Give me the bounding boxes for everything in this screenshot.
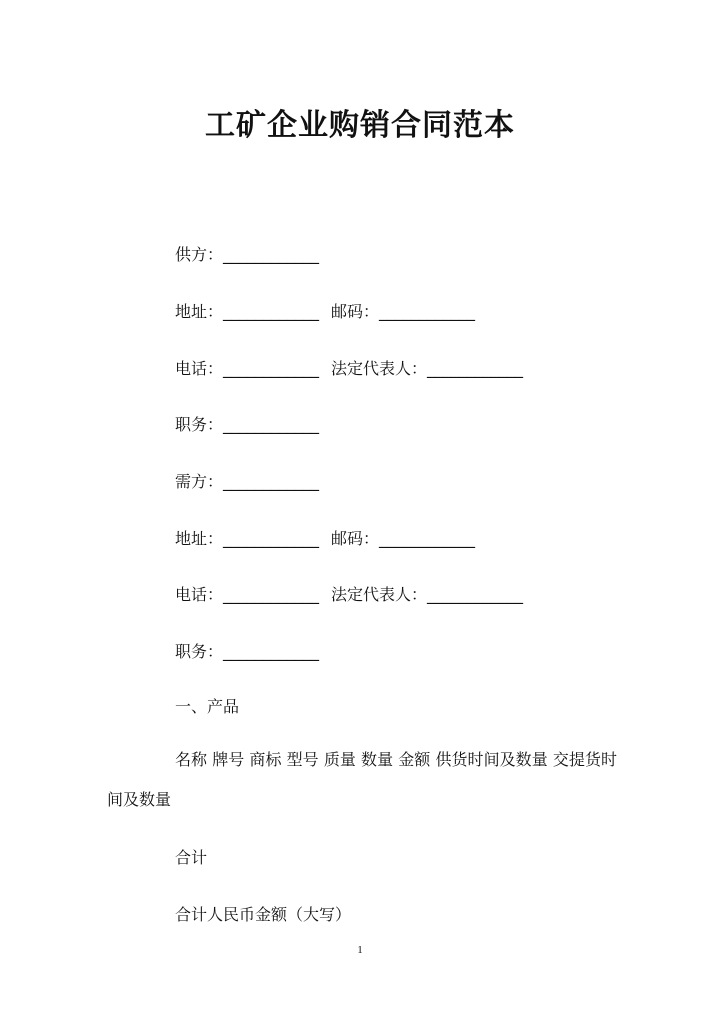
supplier-position-field: 职务：____________ xyxy=(175,415,320,434)
buyer-position-field: 职务：____________ xyxy=(175,642,320,661)
buyer-name-line xyxy=(175,469,319,492)
supplier-name-field: 供方：____________ xyxy=(175,245,320,264)
buyer-phone-field: 电话：____________ xyxy=(175,585,320,604)
page-number: 1 xyxy=(357,944,363,956)
buyer-postcode-field: 邮码：____________ xyxy=(331,529,476,548)
supplier-postcode-field: 邮码：____________ xyxy=(331,302,476,321)
buyer-phone-line xyxy=(175,582,523,605)
buyer-address-line xyxy=(175,526,475,549)
buyer-position-line xyxy=(175,639,319,662)
section-1-heading: 一、产品 xyxy=(175,697,240,716)
supplier-position-line xyxy=(175,412,319,435)
supplier-name-line xyxy=(175,242,319,265)
document-title: 工矿企业购销合同范本 xyxy=(205,108,515,143)
total-label: 合计 xyxy=(175,848,208,867)
total-rmb-label: 合计人民币金额（大写） xyxy=(175,905,352,924)
supplier-legal-rep-field: 法定代表人：____________ xyxy=(331,359,524,378)
supplier-address-line xyxy=(175,299,475,322)
buyer-address-field: 地址：____________ xyxy=(175,529,320,548)
supplier-address-field: 地址：____________ xyxy=(175,302,320,321)
product-columns-paragraph: 名称 牌号 商标 型号 质量 数量 金额 供货时间及数量 交提货时间及数量 xyxy=(107,750,617,809)
supplier-phone-field: 电话：____________ xyxy=(175,359,320,378)
buyer-name-field: 需方：____________ xyxy=(175,472,320,491)
buyer-legal-rep-field: 法定代表人：____________ xyxy=(331,585,524,604)
supplier-phone-line xyxy=(175,356,523,379)
